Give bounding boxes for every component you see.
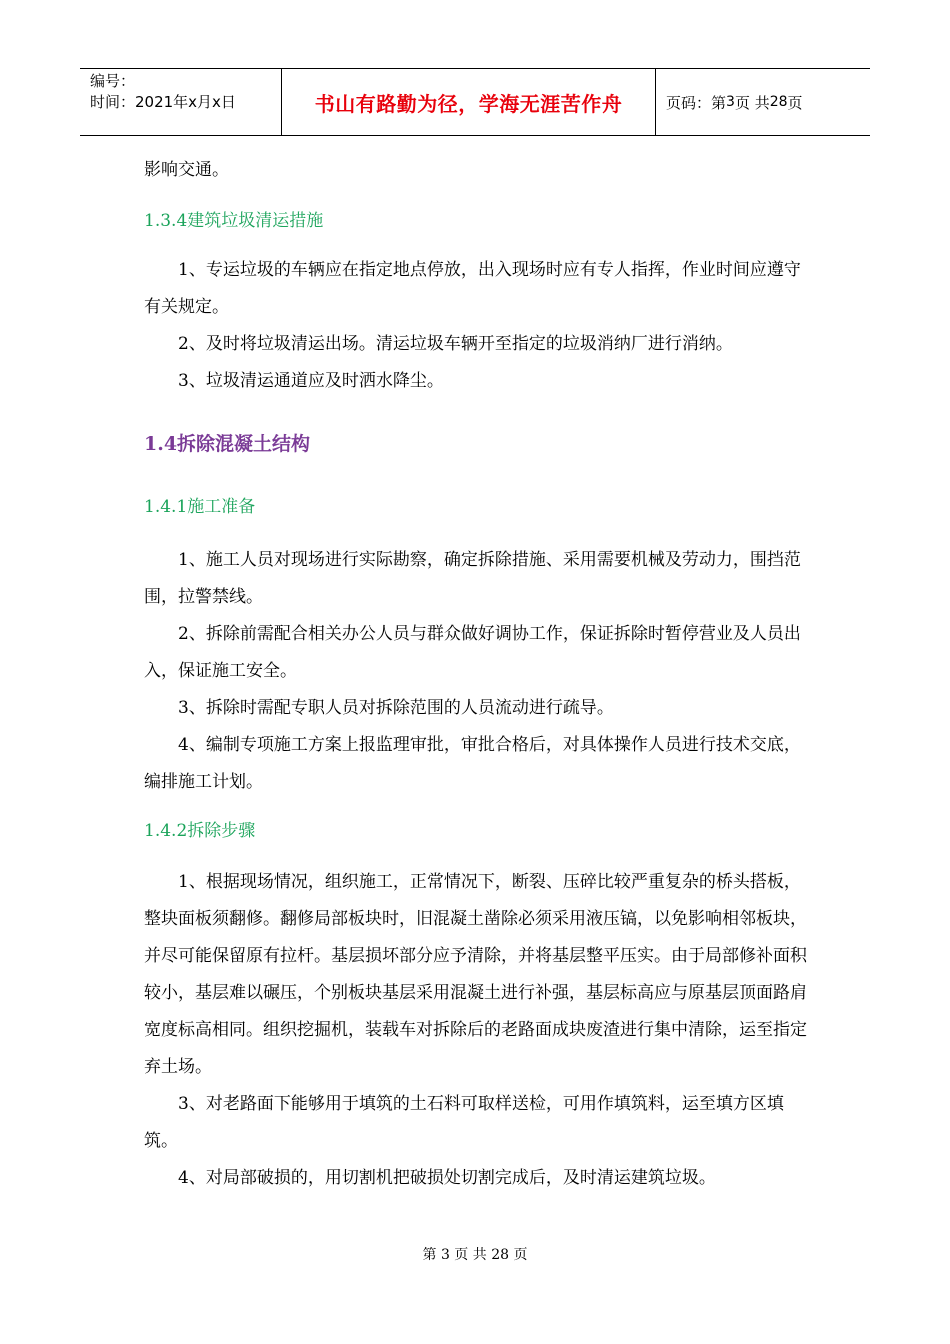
page-current: 3 bbox=[726, 94, 735, 110]
page-mid: 页 共 bbox=[734, 93, 770, 112]
page-prefix: 页码：第 bbox=[666, 93, 727, 112]
paragraph: 3、对老路面下能够用于填筑的土石料可取样送检，可用作填筑料，运至填方区填筑。 bbox=[144, 1094, 784, 1151]
page-header bbox=[80, 68, 870, 136]
paragraph: 3、拆除时需配专职人员对拆除范围的人员流动进行疏导。 bbox=[178, 698, 614, 718]
section-1-3-4-title: 1.3.4建筑垃圾清运措施 bbox=[144, 211, 324, 231]
document-date: 时间：2021年x月x日 bbox=[90, 93, 236, 111]
header-page-info bbox=[656, 69, 870, 135]
paragraph: 4、对局部破损的，用切割机把破损处切割完成后，及时清运建筑垃圾。 bbox=[178, 1168, 716, 1188]
section-1-4-1-title: 1.4.1施工准备 bbox=[144, 497, 256, 517]
paragraph: 1、专运垃圾的车辆应在指定地点停放，出入现场时应有专人指挥，作业时间应遵守有关规定。 bbox=[144, 260, 801, 317]
page-footer: 第 3 页 共 28 页 bbox=[422, 1247, 528, 1263]
paragraph: 2、及时将垃圾清运出场。清运垃圾车辆开至指定的垃圾消纳厂进行消纳。 bbox=[178, 334, 733, 354]
document-number-label: 编号： bbox=[90, 72, 136, 90]
paragraph: 2、拆除前需配合相关办公人员与群众做好调协工作，保证拆除时暂停营业及人员出入，保证施工安全。 bbox=[144, 624, 801, 681]
header-meta bbox=[80, 69, 282, 135]
header-motto: 书山有路勤为径，学海无涯苦作舟 bbox=[282, 69, 656, 135]
section-1-4-title: 1.4拆除混凝土结构 bbox=[144, 433, 311, 455]
page-suffix: 页 bbox=[787, 93, 803, 112]
paragraph: 1、根据现场情况，组织施工，正常情况下，断裂、压碎比较严重复杂的桥头搭板，整块面板须翻修。翻修局部板块时，旧混凝土凿除必须采用液压镐，以免影响相邻板块，并尽可能保留原有拉杆。基层损坏部分应予清除，并将基层整平压实。由于局部修补面积较小，基层难以碾压，个别板块基层采用混凝土进行补强，基层标高应与原基层顶面路肩宽度标高相同。组织挖掘机，装载车对拆除后的老路面成块废渣进行集中清除，运至指定弃土场。 bbox=[144, 872, 807, 1077]
document-body bbox=[144, 152, 816, 1197]
page-total: 28 bbox=[769, 94, 788, 110]
paragraph: 3、垃圾清运通道应及时洒水降尘。 bbox=[178, 371, 444, 391]
paragraph: 1、施工人员对现场进行实际勘察，确定拆除措施、采用需要机械及劳动力，围挡范围，拉警禁线。 bbox=[144, 550, 801, 607]
paragraph: 4、编制专项施工方案上报监理审批，审批合格后，对具体操作人员进行技术交底，编排施工计划。 bbox=[144, 735, 801, 792]
intro-line: 影响交通。 bbox=[144, 160, 229, 180]
section-1-4-2-title: 1.4.2拆除步骤 bbox=[144, 821, 256, 841]
